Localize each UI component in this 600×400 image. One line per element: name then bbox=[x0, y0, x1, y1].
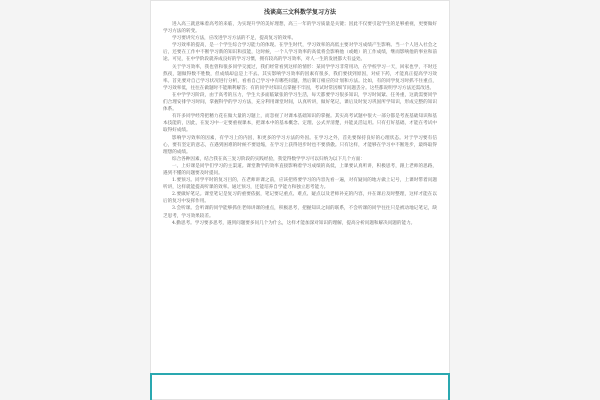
paragraph: 2.要做好笔记。课堂笔记是复习的重要依据，笔记要记重点、难点、疑点以及老师补充的内容，并在课后及时整理，这样才能在以后的复习中发挥作用。 bbox=[163, 192, 437, 205]
paragraph: 学习要讲究方法，应改进学习方法的不足，提高复习的效率。 bbox=[172, 36, 297, 42]
paragraph: 进入高三就意味着高考的来临，为实现升学的美好理想，高三一年的学习质量是关键；因此不仅要引起学生的足够重视，更要做好学习方法的转变。 bbox=[163, 22, 437, 35]
footer-accent-line bbox=[150, 373, 450, 375]
document-page bbox=[150, 0, 450, 400]
paragraph: 在中学学习阶段，由于高考的压力，学生大多面临紧张的学习生活，每天都要学习很多知识，学习时间紧、任务重，这就需要同学们合理安排学习时间，掌握科学的学习方法，充分利用课堂时间，认真听讲，做好笔记，课后及时复习巩固所学知识，形成完整的知识体系。 bbox=[163, 92, 437, 113]
footer-accent-left bbox=[150, 373, 152, 400]
paragraph: 有许多同学经常把精力花在做大量的习题上，而忽视了对课本基础知识的掌握。其实高考试题中很大一部分都是考查基础知识和基本技能的，因此，在复习中一定要重视课本，把课本中的基本概念、定理、公式弄清楚，并能灵活运用。只有打好基础，才能在考试中取得好成绩。 bbox=[163, 114, 437, 134]
paragraph: 关于学习效率，我也曾和很多同学交流过，我们经常看到这样的情形：某同学学习非常用功，在学校学习一天，回家也学，不时还熬夜，题做得数不胜数，但成绩却总是上不去。其实影响学习效率的因素有很多，我们要找到原因，对症下药，才能真正提高学习效率。首先要对自己学习状况进行分析，看看自己学习中有哪些问题，然后制订相应的计划和方法。比如，有的同学复习时抓不住重点，学习效率低，往往在做题时不能顺利解答；有的同学对知识点掌握不牢固，考试时常因细节问题丢分。这些都说明学习方法还需改进。 bbox=[163, 64, 437, 91]
paragraph: 4.勤思考。学习要多思考，遇到问题要多问几个为什么，这样才能加深对知识的理解，提高分析问题和解决问题的能力。 bbox=[172, 220, 416, 226]
paragraph: 综合各种因素，结合我在高三复习阶段的实践经验，我觉得数学学习可以归纳为以下几个方面： bbox=[172, 156, 365, 162]
document-title: 浅谈高三文科数学复习方法 bbox=[263, 9, 336, 16]
paragraph: 学习效率的提高，是一个学生综合学习能力的体现。在学生时代，学习效率的高低主要对学习成绩产生影响。当一个人进入社会之后，还要在工作中不断学习新的知识和技能，这时候，一个人学习效率的高低将会影响他（或她）的工作成绩，继而影响他的事业和前途。可见，在中学阶段就养成良好的学习习惯，拥有较高的学习效率，对人一生的发展都大有益处。 bbox=[163, 43, 437, 63]
document-body bbox=[151, 1, 449, 227]
footer-accent-right bbox=[448, 373, 450, 400]
paragraph: 1.要预习。同学平时的复习目的，在老师讲课之前，应该把将要学习的内容先看一遍，对有疑问的地方做上记号，上课时带着问题听讲，这样就能提高听课的效率。通过预习，还能培养自学能力和独立思考能力。 bbox=[163, 178, 437, 191]
paragraph: 一、上好课是同学们学习的主渠道。课堂教学的效率直接影响着学习成绩的高低，上课要认真听讲，积极思考，跟上老师的思路，遇到不懂的问题要及时提问。 bbox=[163, 163, 437, 176]
paragraph: 影响学习效率的因素，有学习上的内因，和更多的学习方法的外因。在学习之外，首先要保持良好的心理状态。对于学习要有信心，要有坚定的意志，在遇到困难的时候不要退缩，在学习上获得进步时也不要骄傲。只有这样，才能够在学习中不断进步，最终取得理想的成绩。 bbox=[163, 135, 437, 155]
paragraph: 3.会听课。会听课的同学能够抓住老师讲课的重点，积极思考，把握知识之间的联系，不会听课的同学往往只是被动地记笔记，缺乏思考，学习效果较差。 bbox=[163, 206, 437, 219]
